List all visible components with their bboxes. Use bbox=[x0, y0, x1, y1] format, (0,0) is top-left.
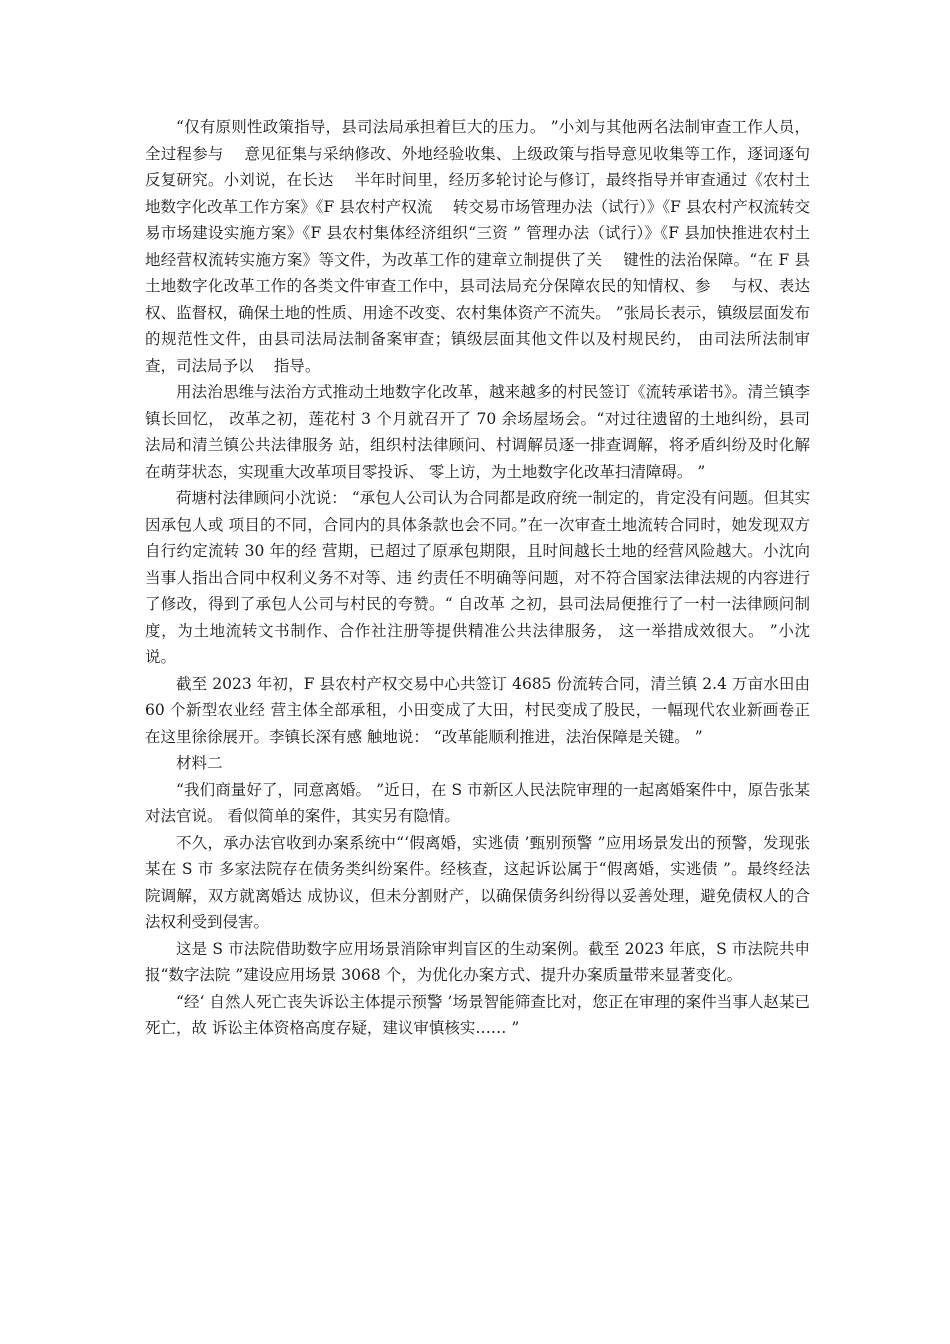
paragraph-divorce-case: “我们商量好了，同意离婚。 ”近日，在 S 市新区人民法院审理的一起离婚案件中，原告张某对法官说。 看似简单的案件，其实另有隐情。 bbox=[145, 780, 810, 825]
paragraph-warning-system: 不久，承办法官收到办案系统中“‘假离婚，实逃债 ’甄别预警 ”应用场景发出的预警，发现张某在 S 市 多家法院存在债务类纠纷案件。经核查，这起诉讼属于“假离婚，实逃债 ”。最终经法院调解，双方就离婚达 成协议，但未分割财产，以确保债务纠纷得以妥善处理，避免债权人的合法权利受到侵害。 bbox=[145, 833, 810, 931]
paragraph-results: 截至 2023 年初，F 县农村产权交易中心共签订 4685 份流转合同，清兰镇 2.4 万亩水田由60 个新型农业经 营主体全部承租，小田变成了大田，村民变成了股民，一幅现代农业新画卷正在这里徐徐展开。李镇长深有感 触地说： “改革能顺利推进，法治保障是关键。 ” bbox=[145, 674, 810, 746]
paragraph-legal-review: “仅有原则性政策指导，县司法局承担着巨大的压力。 ”小刘与其他两名法制审查工作人员，全过程参与 意见征集与采纳修改、外地经验收集、上级政策与指导意见收集等工作，逐词逐句反复研究。小刘说，在长达 半年时间里，经历多轮讨论与修订，最终指导并审查通过《农村土地数字化改革工作方案》《F 县农村产权流 转交易市场管理办法（试行）》《F 县农村产权流转交易市场建设实施方案》《F 县农村集体经济组织“三资 ” 管理办法（试行）》《F 县加快推进农村土地经营权流转实施方案》等文件，为改革工作的建章立制提供了关 键性的法治保障。“在 F 县土地数字化改革工作的各类文件审查工作中，县司法局充分保障农民的知情权、参 与权、表达权、监督权，确保土地的性质、用途不改变、农村集体资产不流失。 ”张局长表示，镇级层面发布 的规范性文件，由县司法局法制备案审查；镇级层面其他文件以及村规民约， 由司法所法制审查，司法局予以 指导。 bbox=[145, 118, 831, 375]
paragraph-dispute-resolution: 用法治思维与法治方式推动土地数字化改革，越来越多的村民签订《流转承诺书》。清兰镇李镇长回忆， 改革之初，莲花村 3 个月就召开了 70 余场屋场会。“对过往遗留的土地纠纷，县司法局和清兰镇公共法律服务 站，组织村法律顾问、村调解员逐一排查调解，将矛盾纠纷及时化解在萌芽状态，实现重大改革项目零投诉、 零上访，为土地数字化改革扫清障碍。 ” bbox=[145, 383, 810, 481]
article-body bbox=[145, 114, 831, 1042]
section-heading-material-two: 材料二 bbox=[176, 754, 223, 772]
paragraph-digital-court: 这是 S 市法院借助数字应用场景消除审判盲区的生动案例。截至 2023 年底，S 市法院共申报“数字法院 ”建设应用场景 3068 个，为优化办案方式、提升办案质量带来显著变化。 bbox=[145, 939, 810, 984]
paragraph-deceased-party-warning: “经‘ 自然人死亡丧失诉讼主体提示预警 ’场景智能筛查比对，您正在审理的案件当事人赵某已死亡，故 诉讼主体资格高度存疑，建议审慎核实…… ” bbox=[145, 992, 810, 1037]
paragraph-legal-advisor: 荷塘村法律顾问小沈说： “承包人公司认为合同都是政府统一制定的，肯定没有问题。但其实因承包人或 项目的不同，合同内的具体条款也会不同。”在一次审查土地流转合同时，她发现双方自行约定流转 30 年的经 营期，已超过了原承包期限，且时间越长土地的经营风险越大。小沈向当事人指出合同中权利义务不对等、违 约责任不明确等问题，对不符合国家法律法规的内容进行了修改，得到了承包人公司与村民的夸赞。“ 自改革 之初，县司法局便推行了一村一法律顾问制度，为土地流转文书制作、合作社注册等提供精准公共法律服务， 这一举措成效很大。 ”小沈说。 bbox=[145, 489, 810, 666]
